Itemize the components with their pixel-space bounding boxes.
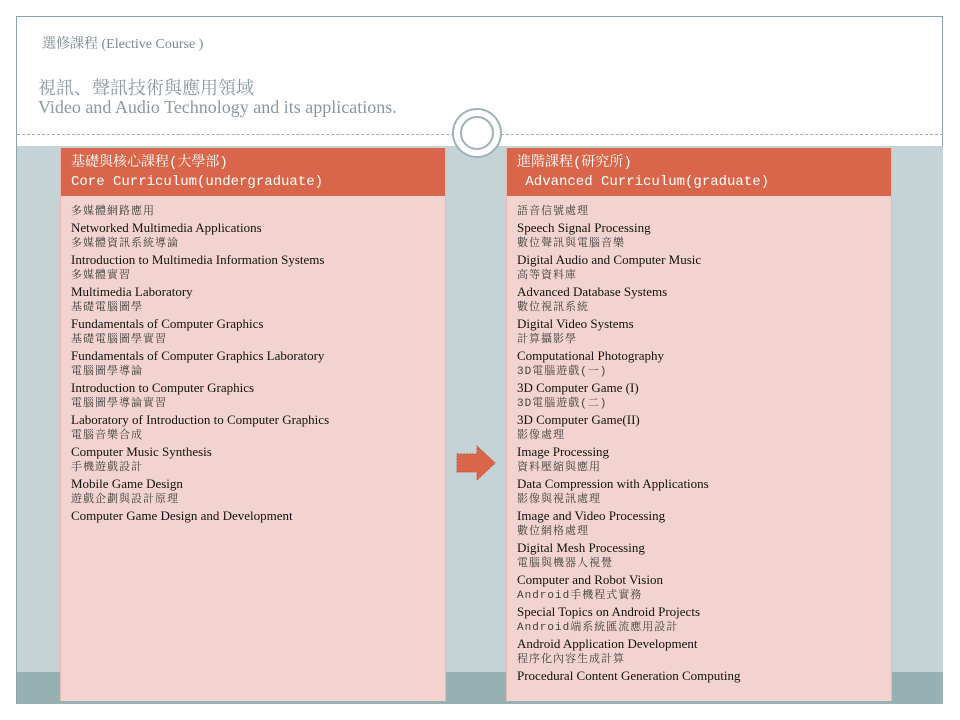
course-name-en: 3D Computer Game(II) [517, 412, 640, 427]
course-name-en: Introduction to Multimedia Information Systems [71, 252, 325, 267]
course-name-zh: 遊戲企劃與設計原理 [71, 494, 179, 506]
course-name-en: Computer Game Design and Development [71, 508, 293, 523]
course-item [517, 652, 885, 684]
course-name-zh: 多媒體實習 [71, 270, 131, 282]
course-item [71, 300, 439, 332]
course-name-zh: Android端系統匯流應用設計 [517, 622, 679, 634]
course-name-en: Fundamentals of Computer Graphics [71, 316, 264, 331]
course-name-zh: 電腦圖學導論 [71, 366, 143, 378]
course-item [517, 332, 885, 364]
advanced-heading-en: Advanced Curriculum(graduate) [517, 174, 770, 190]
course-name-en: Computer and Robot Vision [517, 572, 663, 587]
course-name-en: Introduction to Computer Graphics [71, 380, 255, 395]
course-item [517, 460, 885, 492]
course-name-en: Fundamentals of Computer Graphics Laboratory [71, 348, 325, 363]
course-name-zh: 電腦與機器人視覺 [517, 558, 613, 570]
course-type-label: 選修課程 (Elective Course ) [42, 37, 204, 52]
course-name-zh: 電腦音樂合成 [71, 430, 143, 442]
course-item [71, 332, 439, 364]
course-name-en: Laboratory of Introduction to Computer Graphics [71, 412, 330, 427]
core-curriculum-heading [61, 148, 445, 196]
course-name-zh: 多媒體網路應用 [71, 206, 155, 218]
course-name-en: Computational Photography [517, 348, 664, 363]
course-item [517, 268, 885, 300]
course-name-en: Digital Mesh Processing [517, 540, 645, 555]
course-name-en: Computer Music Synthesis [71, 444, 212, 459]
advanced-heading-zh: 進階課程(研究所) [517, 155, 632, 171]
course-item [71, 460, 439, 492]
course-name-en: Android Application Development [517, 636, 698, 651]
course-name-zh: 基礎電腦圖學 [71, 302, 143, 314]
course-name-en: Speech Signal Processing [517, 220, 651, 235]
course-item [71, 428, 439, 460]
course-name-zh: 數位網格處理 [517, 526, 589, 538]
course-name-en: Image and Video Processing [517, 508, 666, 523]
core-course-list [71, 204, 439, 524]
course-name-en: Advanced Database Systems [517, 284, 668, 299]
course-name-zh: 3D電腦遊戲(一) [517, 366, 608, 378]
course-name-en: Digital Video Systems [517, 316, 634, 331]
course-name-en: 3D Computer Game (I) [517, 380, 639, 395]
course-item [517, 428, 885, 460]
course-name-zh: 影像處理 [517, 430, 565, 442]
course-item [517, 236, 885, 268]
course-item [517, 396, 885, 428]
course-name-zh: 程序化內容生成計算 [517, 654, 625, 666]
course-item [517, 620, 885, 652]
course-item [517, 524, 885, 556]
course-name-en: Image Processing [517, 444, 610, 459]
course-name-en: Special Topics on Android Projects [517, 604, 700, 619]
course-item [71, 396, 439, 428]
course-name-zh: 高等資料庫 [517, 270, 577, 282]
core-heading-en: Core Curriculum(undergraduate) [71, 174, 324, 190]
right-arrow-icon [456, 443, 496, 483]
course-name-zh: 計算攝影學 [517, 334, 577, 346]
course-item [71, 268, 439, 300]
slide-title-zh: 視訊、聲訊技術與應用領域 [38, 78, 254, 98]
course-item [517, 492, 885, 524]
course-item [517, 588, 885, 620]
course-name-zh: 多媒體資訊系統導論 [71, 238, 179, 250]
advanced-curriculum-heading [507, 148, 891, 196]
course-name-en: Networked Multimedia Applications [71, 220, 262, 235]
course-name-en: Digital Audio and Computer Music [517, 252, 702, 267]
course-name-en: Multimedia Laboratory [71, 284, 193, 299]
course-name-zh: 影像與視訊處理 [517, 494, 601, 506]
course-name-zh: 基礎電腦圖學實習 [71, 334, 167, 346]
course-item [71, 364, 439, 396]
course-name-zh: 數位視訊系統 [517, 302, 589, 314]
course-item [71, 204, 439, 236]
course-item [517, 300, 885, 332]
course-name-en: Procedural Content Generation Computing [517, 668, 741, 683]
course-name-en: Data Compression with Applications [517, 476, 709, 491]
course-name-zh: 數位聲訊與電腦音樂 [517, 238, 625, 250]
course-name-zh: 語音信號處理 [517, 206, 589, 218]
advanced-course-list [517, 204, 885, 684]
course-name-zh: 電腦圖學導論實習 [71, 398, 167, 410]
core-curriculum-panel [60, 148, 446, 701]
course-name-en: Mobile Game Design [71, 476, 183, 491]
course-name-zh: 3D電腦遊戲(二) [517, 398, 608, 410]
slide-title-en: Video and Audio Technology and its applications. [38, 97, 397, 117]
core-heading-zh: 基礎與核心課程(大學部) [71, 155, 228, 171]
course-name-zh: 資料壓縮與應用 [517, 462, 601, 474]
course-name-zh: 手機遊戲設計 [71, 462, 143, 474]
course-name-zh: Android手機程式實務 [517, 590, 643, 602]
course-item [517, 364, 885, 396]
course-item [71, 236, 439, 268]
ornament-ring-icon [452, 108, 502, 158]
course-item [517, 204, 885, 236]
course-item [517, 556, 885, 588]
advanced-curriculum-panel [506, 148, 892, 701]
course-item [71, 492, 439, 524]
